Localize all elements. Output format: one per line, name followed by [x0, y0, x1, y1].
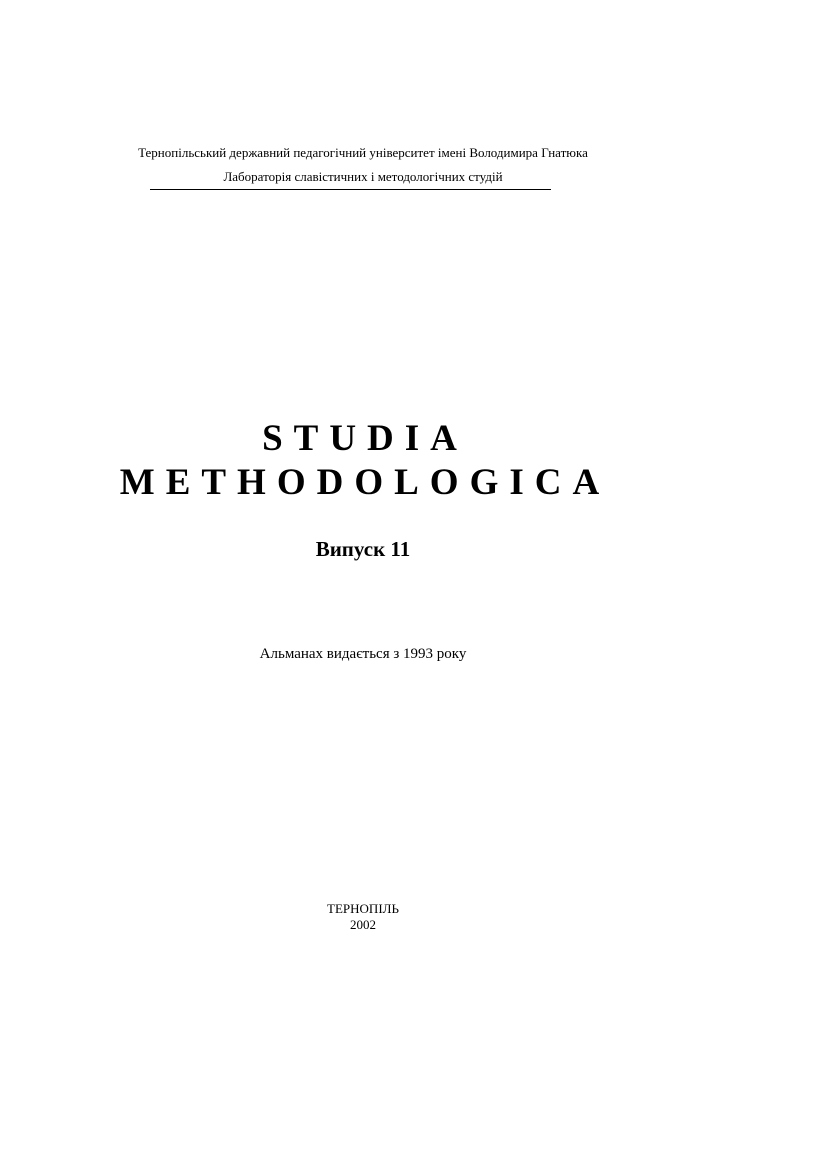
header-underline: [150, 189, 551, 190]
imprint-year: 2002: [350, 917, 376, 932]
journal-title-line-1: STUDIA: [262, 418, 468, 459]
institution-name: Тернопільський державний педагогічний університет імені Володимира Гнатюка: [138, 145, 588, 160]
almanac-note: Альманах видається з 1993 року: [259, 646, 467, 662]
laboratory-name: Лабораторія славістичних і методологічних студій: [223, 169, 503, 184]
imprint-city: ТЕРНОПІЛЬ: [327, 901, 399, 916]
journal-title-line-2: METHODOLOGICA: [119, 462, 611, 503]
issue-number: Випуск 11: [315, 537, 411, 561]
